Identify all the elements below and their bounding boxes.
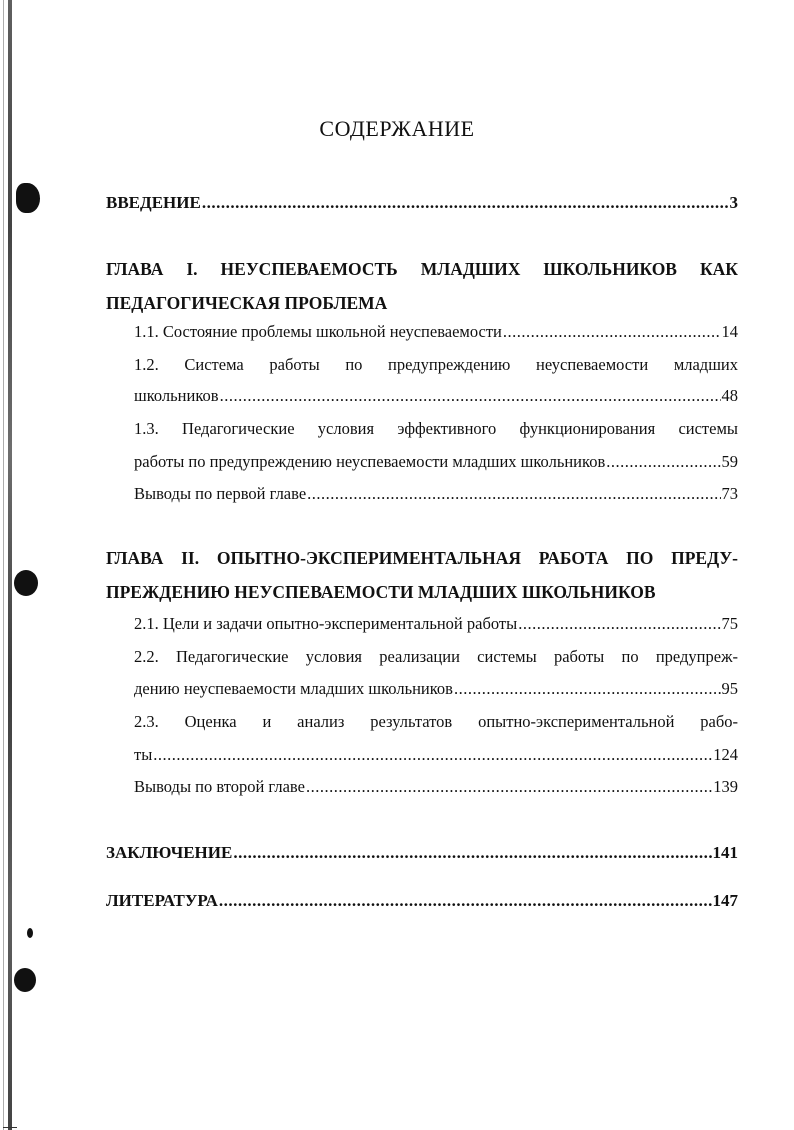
toc-entry-literature[interactable] xyxy=(106,891,738,911)
scan-corner-mark xyxy=(3,1127,17,1128)
toc-page-number: 3 xyxy=(729,193,738,212)
toc-leader-dots xyxy=(153,745,712,765)
toc-page-number: 73 xyxy=(721,484,738,503)
toc-page-number: 59 xyxy=(721,452,738,471)
toc-entry-introduction[interactable] xyxy=(106,193,738,213)
punch-hole-mark xyxy=(14,570,38,596)
toc-leader-dots xyxy=(606,452,720,472)
toc-leader-dots xyxy=(219,891,712,911)
toc-entry-label: дению неуспеваемости младших школьников xyxy=(134,679,453,698)
toc-entry-label: Выводы по второй главе xyxy=(134,777,305,796)
toc-entry-label: ЗАКЛЮЧЕНИЕ xyxy=(106,843,233,862)
toc-page-number: 48 xyxy=(721,386,738,405)
toc-page-number: 139 xyxy=(713,777,738,796)
toc-entry-label: Выводы по первой главе xyxy=(134,484,307,503)
toc-entry-chapter-1-conclusions[interactable] xyxy=(134,484,738,504)
toc-entry-1-3[interactable] xyxy=(134,452,738,472)
toc-entry-chapter-2-conclusions[interactable] xyxy=(134,777,738,797)
toc-leader-dots xyxy=(233,843,711,863)
chapter-1-heading[interactable] xyxy=(106,252,738,320)
toc-entry-1-2-line1[interactable]: 1.2. Система работы по предупреждению неуспеваемости младших xyxy=(134,355,738,374)
toc-page-number: 124 xyxy=(713,745,738,764)
toc-page-number: 141 xyxy=(712,843,738,862)
toc-leader-dots xyxy=(454,679,721,699)
toc-entry-label: ЛИТЕРАТУРА xyxy=(106,891,218,910)
toc-leader-dots xyxy=(518,614,720,634)
toc-entry-1-3-line1[interactable]: 1.3. Педагогические условия эффективного функционирования системы xyxy=(134,419,738,438)
toc-entry-label: школьников xyxy=(134,386,219,405)
chapter-heading-line: ПРЕЖДЕНИЮ НЕУСПЕВАЕМОСТИ МЛАДШИХ ШКОЛЬНИКОВ xyxy=(106,582,656,602)
toc-page-number: 75 xyxy=(721,614,738,633)
toc-page-number: 95 xyxy=(721,679,738,698)
toc-entry-label: 2.1. Цели и задачи опытно-экспериментальной работы xyxy=(134,614,518,633)
toc-leader-dots xyxy=(202,193,729,213)
toc-entry-2-2-line1[interactable]: 2.2. Педагогические условия реализации системы работы по предупреж- xyxy=(134,647,738,666)
chapter-heading-line: ГЛАВА II. ОПЫТНО-ЭКСПЕРИМЕНТАЛЬНАЯ РАБОТА ПО ПРЕДУ- xyxy=(106,548,738,568)
toc-leader-dots xyxy=(503,322,721,342)
page-title: СОДЕРЖАНИЕ xyxy=(319,116,475,141)
toc-entry-label: ВВЕДЕНИЕ xyxy=(106,193,201,212)
toc-entry-1-2[interactable] xyxy=(134,386,738,406)
scan-edge-line xyxy=(3,0,4,1130)
toc-page-number: 14 xyxy=(721,322,738,341)
toc-entry-label: ты xyxy=(134,745,153,764)
toc-entry-conclusion[interactable] xyxy=(106,843,738,863)
chapter-heading-line: ГЛАВА I. НЕУСПЕВАЕМОСТЬ МЛАДШИХ ШКОЛЬНИКОВ КАК xyxy=(106,259,738,279)
toc-entry-1-1[interactable] xyxy=(134,322,738,342)
toc-page-number: 147 xyxy=(712,891,738,910)
toc-entry-2-3[interactable] xyxy=(134,745,738,765)
toc-leader-dots xyxy=(220,386,721,406)
toc-entry-label: работы по предупреждению неуспеваемости младших школьников xyxy=(134,452,606,471)
toc-entry-2-1[interactable] xyxy=(134,614,738,634)
toc-entry-label: 1.1. Состояние проблемы школьной неуспеваемости xyxy=(134,322,502,341)
toc-entry-2-3-line1[interactable]: 2.3. Оценка и анализ результатов опытно-экспериментальной рабо- xyxy=(134,712,738,731)
toc-leader-dots xyxy=(306,777,712,797)
toc-leader-dots xyxy=(307,484,720,504)
scan-edge-shadow xyxy=(8,0,12,1130)
toc-entry-2-2[interactable] xyxy=(134,679,738,699)
chapter-2-heading[interactable] xyxy=(106,541,738,609)
punch-hole-mark xyxy=(16,183,40,213)
punch-hole-mark xyxy=(14,968,36,992)
chapter-heading-line: ПЕДАГОГИЧЕСКАЯ ПРОБЛЕМА xyxy=(106,293,388,313)
punch-hole-mark xyxy=(27,928,33,938)
